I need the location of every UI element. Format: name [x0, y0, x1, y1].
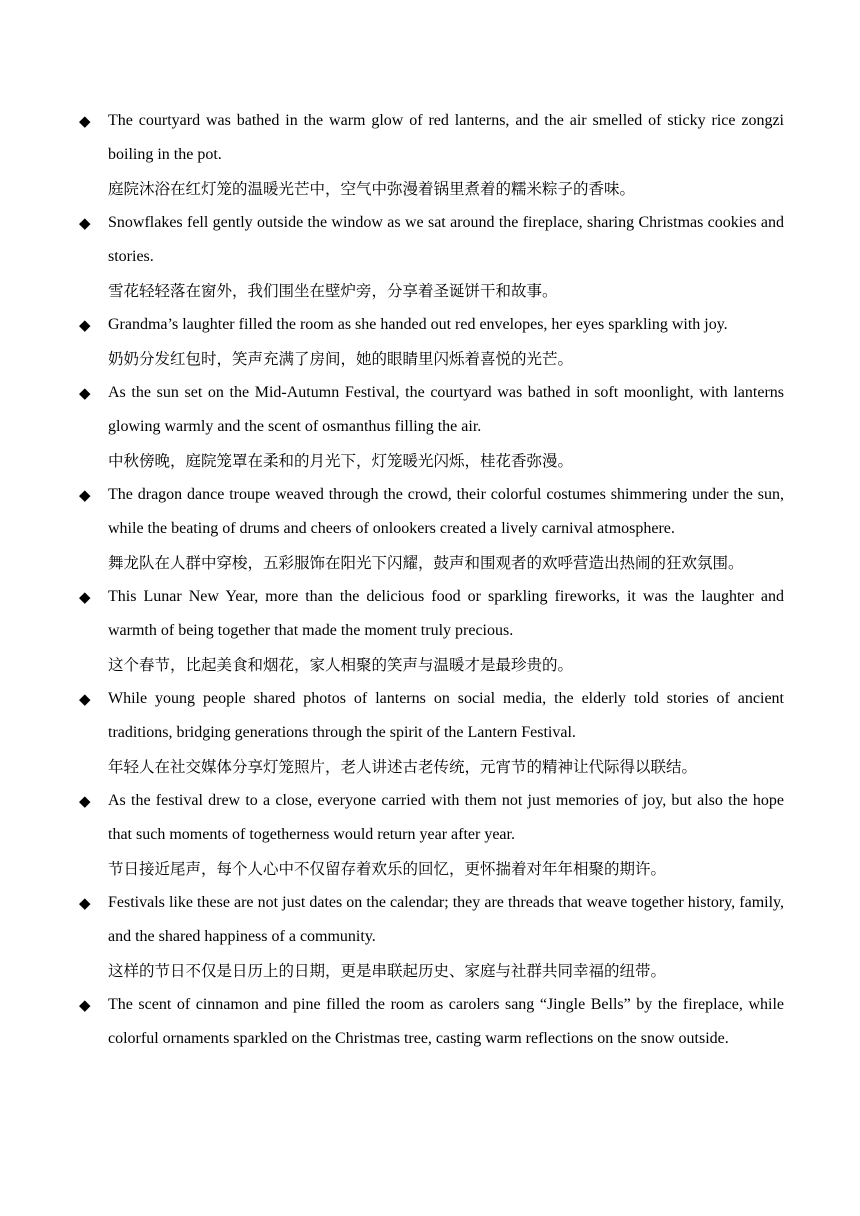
chinese-translation: 中秋傍晚，庭院笼罩在柔和的月光下，灯笼暖光闪烁，桂花香弥漫。 — [108, 452, 574, 470]
list-item — [0, 682, 860, 784]
english-sentence: As the festival drew to a close, everyone carried with them not just memories of joy, but also the hope that such moments of togetherness would return year after year. — [108, 792, 784, 843]
diamond-bullet-icon: ◆ — [79, 894, 91, 912]
diamond-bullet-icon: ◆ — [79, 112, 91, 130]
chinese-translation: 舞龙队在人群中穿梭，五彩服饰在阳光下闪耀，鼓声和围观者的欢呼营造出热闹的狂欢氛围。 — [108, 554, 744, 572]
english-sentence: This Lunar New Year, more than the delicious food or sparkling fireworks, it was the laughter and warmth of being together that made the moment truly precious. — [108, 588, 784, 639]
diamond-bullet-icon: ◆ — [79, 486, 91, 504]
chinese-translation: 年轻人在社交媒体分享灯笼照片，老人讲述古老传统，元宵节的精神让代际得以联结。 — [108, 758, 698, 776]
list-item — [0, 478, 860, 580]
diamond-bullet-icon: ◆ — [79, 588, 91, 606]
english-sentence: As the sun set on the Mid-Autumn Festival, the courtyard was bathed in soft moonlight, with lanterns glowing warmly and the scent of osmanthus filling the air. — [108, 384, 784, 435]
diamond-bullet-icon: ◆ — [79, 384, 91, 402]
list-item — [0, 308, 860, 376]
chinese-translation: 奶奶分发红包时，笑声充满了房间，她的眼睛里闪烁着喜悦的光芒。 — [108, 350, 574, 368]
list-item — [0, 376, 860, 478]
chinese-translation: 雪花轻轻落在窗外，我们围坐在壁炉旁，分享着圣诞饼干和故事。 — [108, 282, 558, 300]
diamond-bullet-icon: ◆ — [79, 690, 91, 708]
english-sentence: Snowflakes fell gently outside the window as we sat around the fireplace, sharing Christmas cookies and stories. — [108, 214, 784, 265]
english-sentence: The dragon dance troupe weaved through the crowd, their colorful costumes shimmering under the sun, while the beating of drums and cheers of onlookers created a lively carnival atmosphere. — [108, 486, 784, 537]
list-item — [0, 886, 860, 988]
english-sentence: While young people shared photos of lanterns on social media, the elderly told stories of ancient traditions, bridging generations through the spirit of the Lantern Festival. — [108, 690, 784, 741]
chinese-translation: 这个春节，比起美食和烟花，家人相聚的笑声与温暖才是最珍贵的。 — [108, 656, 574, 674]
list-item — [0, 104, 860, 206]
diamond-bullet-icon: ◆ — [79, 316, 91, 334]
chinese-translation: 这样的节日不仅是日历上的日期，更是串联起历史、家庭与社群共同幸福的纽带。 — [108, 962, 667, 980]
english-sentence: The scent of cinnamon and pine filled the room as carolers sang “Jingle Bells” by the fireplace, while colorful ornaments sparkled on the Christmas tree, casting warm reflections on the snow outside. — [108, 996, 784, 1047]
list-item — [0, 988, 860, 1056]
list-item — [0, 784, 860, 886]
diamond-bullet-icon: ◆ — [79, 996, 91, 1014]
chinese-translation: 节日接近尾声，每个人心中不仅留存着欢乐的回忆，更怀揣着对年年相聚的期许。 — [108, 860, 667, 878]
chinese-translation: 庭院沐浴在红灯笼的温暖光芒中，空气中弥漫着锅里煮着的糯米粽子的香味。 — [108, 180, 636, 198]
english-sentence: Grandma’s laughter filled the room as she handed out red envelopes, her eyes sparkling with joy. — [108, 316, 728, 333]
list-item — [0, 580, 860, 682]
list-item — [0, 206, 860, 308]
english-sentence: The courtyard was bathed in the warm glow of red lanterns, and the air smelled of sticky rice zongzi boiling in the pot. — [108, 112, 784, 163]
english-sentence: Festivals like these are not just dates on the calendar; they are threads that weave together history, family, and the shared happiness of a community. — [108, 894, 784, 945]
diamond-bullet-icon: ◆ — [79, 792, 91, 810]
diamond-bullet-icon: ◆ — [79, 214, 91, 232]
document-page — [0, 104, 860, 1056]
